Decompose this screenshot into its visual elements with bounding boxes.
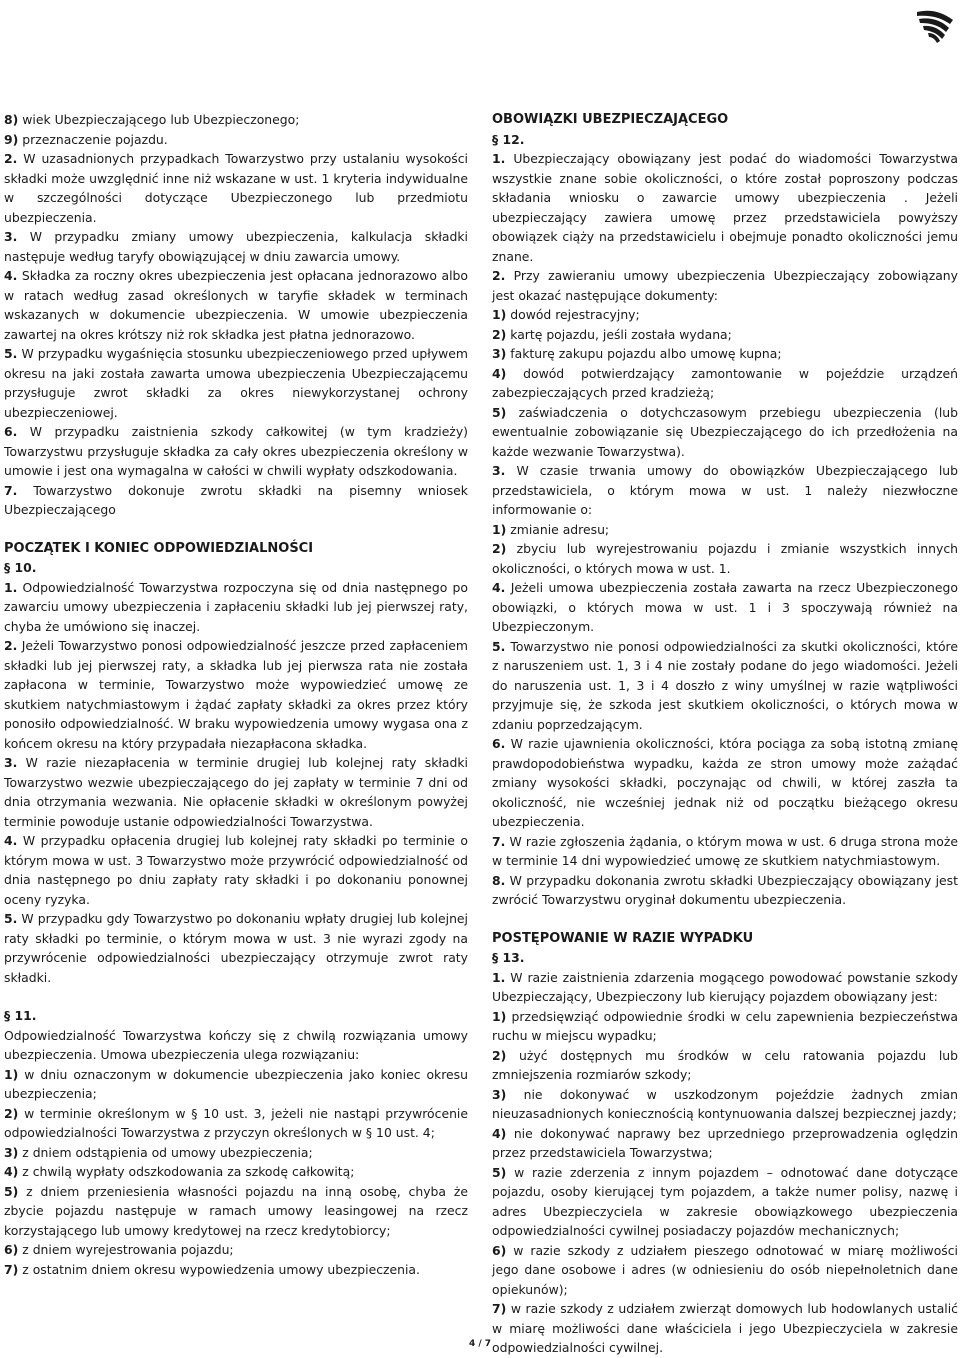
- clause: [492, 1163, 958, 1241]
- clause: [492, 266, 958, 305]
- clause-text: Składka za roczny okres ubezpieczenia jest opłacana jednorazowo albo w ratach według zasad określonych w taryfie składek w terminach wskazanych w dokumencie ubezpieczenia. W umowie ubezpieczenia zawartej na okres krótszy niż rok składka jest płatna jednorazowo.: [4, 268, 468, 342]
- clause-number: 4.: [4, 833, 18, 848]
- clause-number: 2.: [492, 268, 506, 283]
- clause-number: 5): [4, 1183, 19, 1199]
- left-column: [4, 110, 468, 1279]
- clause-text: z ostatnim dniem okresu wypowiedzenia umowy ubezpieczenia.: [22, 1261, 420, 1277]
- clause-number: 7.: [4, 482, 18, 498]
- clause-number: 4): [492, 365, 507, 381]
- clause-number: 2.: [4, 638, 18, 653]
- clause-number: 3): [492, 346, 507, 361]
- clause-text: zmianie adresu;: [510, 521, 610, 537]
- clause-text: W czasie trwania umowy do obowiązków Ubezpieczającego lub przedstawiciela, o którym mowa w ust. 1 należy niezwłoczne informowanie o:: [492, 463, 958, 517]
- clause: [4, 831, 468, 909]
- clause-text: W razie ujawnienia okoliczności, która pociąga za sobą istotną zmianę prawdopodobieństwa wypadku, każda ze stron umowy może zażądać zmiany wysokości składki, poczynając od chwili, w której zaszła ta okoliczność, nie wcześniej jednak niż od początku bieżącego okresu ubezpieczenia.: [492, 736, 958, 829]
- clause: [4, 636, 468, 753]
- spacer: [4, 520, 468, 539]
- clause: [492, 871, 958, 910]
- clause-number: 6): [4, 1242, 19, 1257]
- clause-number: 1.: [492, 151, 506, 166]
- clause-number: 8): [4, 112, 19, 127]
- clause: [492, 403, 958, 462]
- spacer: [4, 987, 468, 1006]
- clause: [4, 1104, 468, 1143]
- clause-text: wiek Ubezpieczającego lub Ubezpieczonego;: [22, 112, 300, 127]
- clause-text: z dniem odstąpienia od umowy ubezpieczenia;: [22, 1144, 313, 1160]
- clause-text: Towarzystwo nie ponosi odpowiedzialności za skutki okoliczności, które z naruszeniem ust. 1, 3 i 4 nie zostały podane do jego wiadomości. Jeżeli do naruszenia ust. 1, 3 i 4 doszło z winy umyślnej w razie wątpliwości przyjmuje się, że szkoda jest skutkiem okoliczności, o których mowa w zdaniu poprzedzającym.: [492, 638, 958, 732]
- clause-number: 3.: [492, 463, 506, 478]
- section-heading: OBOWIĄZKI UBEZPIECZAJĄCEGO: [492, 112, 729, 127]
- clause-number: 3): [4, 1144, 19, 1160]
- clause: [4, 481, 468, 520]
- clause-number: 9): [4, 131, 19, 147]
- clause: [4, 1240, 468, 1260]
- clause-text: Jeżeli umowa ubezpieczenia została zawarta na rzecz Ubezpieczonego obowiązki, o których mowa w ust. 1 i 3 spoczywają również na Ubezpieczonym.: [492, 580, 958, 634]
- clause-number: 2): [492, 541, 507, 556]
- clause-text: W przypadku zmiany umowy ubezpieczenia, kalkulacja składki następuje według taryfy obowiązującej w dniu zawarcia umowy.: [4, 229, 468, 264]
- clause-number: 3.: [4, 229, 18, 244]
- clause-number: 2): [492, 326, 507, 342]
- clause-number: 7.: [492, 833, 506, 849]
- clause: [4, 130, 468, 150]
- clause-number: 1): [492, 1008, 507, 1024]
- clause-number: 6): [492, 1242, 507, 1258]
- clause: [492, 1085, 958, 1124]
- clause-text: Odpowiedzialność Towarzystwa kończy się z chwilą rozwiązania umowy ubezpieczenia. Umowa ubezpieczenia ulega rozwiązaniu:: [4, 1027, 468, 1062]
- clause-number: 2): [4, 1105, 19, 1121]
- clause-text: W przypadku opłacenia drugiej lub kolejnej raty składki po terminie o którym mowa w ust. 3 Towarzystwo może przywrócić odpowiedzialność od dnia następnego po dniu zapłaty raty składki i po dokonaniu ponownej oceny ryzyka.: [4, 833, 468, 907]
- clause-text: nie dokonywać w uszkodzonym pojeździe żadnych zmian nieuzasadnionych koniecznością kontynuowania dalszej bezpiecznej jazdy;: [492, 1086, 958, 1121]
- clause-text: W przypadku gdy Towarzystwo po dokonaniu wpłaty drugiej lub kolejnej raty składki po terminie, o którym mowa w ust. 3 nie wyrazi zgody na przywrócenie odpowiedzialności ubezpieczający otrzymuje zwrot raty składki.: [4, 911, 468, 985]
- clause-text: Jeżeli Towarzystwo ponosi odpowiedzialność jeszcze przed zapłaceniem składki lub jej pierwszej raty, a składka lub jej pierwsza rata nie została zapłacona w terminie, Towarzystwo może wypowiedzieć umowę ze skutkiem natychmiastowym i żądać zapłaty składki za okres przez który ponosiło odpowiedzialność. W braku wypowiedzenia umowy wygasa ona z końcem okresu na który przypadała niezapłacona składka.: [4, 638, 468, 751]
- clause: [4, 1026, 468, 1065]
- clause: [4, 422, 468, 481]
- clause: [492, 1007, 958, 1046]
- clause: [492, 734, 958, 832]
- clause-text: dowód potwierdzający zamontowanie w pojeździe urządzeń zabezpieczających przed kradzieżą;: [492, 365, 958, 400]
- clause-text: z dniem wyrejestrowania pojazdu;: [22, 1242, 234, 1257]
- clause: [492, 832, 958, 871]
- clause-text: w razie szkody z udziałem pieszego odnotować w miarę możliwości jego dane osobowe i adres (w odniesieniu do osób niepełnoletnich dane opiekunów);: [492, 1242, 958, 1297]
- clause-number: 7): [4, 1261, 19, 1277]
- clause-text: dowód rejestracyjny;: [510, 307, 640, 322]
- clause-text: W przypadku zaistnienia szkody całkowitej (w tym kradzieży) Towarzystwu przysługuje składka za cały okres ubezpieczenia określony w umowie i jest ona wymagalna w całości w chwili wypłaty odszkodowania.: [4, 424, 468, 478]
- clause-number: 1.: [4, 579, 18, 595]
- clause-number: 4): [492, 1125, 507, 1141]
- clause: [4, 909, 468, 987]
- clause-text: zbyciu lub wyrejestrowaniu pojazdu i zmianie wszystkich innych okoliczności, o których mowa w ust. 1.: [492, 541, 958, 576]
- clause-text: fakturę zakupu pojazdu albo umowę kupna;: [510, 346, 782, 361]
- clause-text: Towarzystwo dokonuje zwrotu składki na pisemny wniosek Ubezpieczającego: [4, 482, 468, 517]
- clause: [492, 344, 958, 364]
- clause-number: 6.: [4, 424, 18, 439]
- clause: [4, 1162, 468, 1182]
- paragraph-number: § 12.: [492, 131, 525, 147]
- clause: [4, 344, 468, 422]
- clause-text: w razie zderzenia z innym pojazdem – odnotować dane dotyczące pojazdu, osoby kierującej tym pojazdem, a także numer polisy, nazwę i adres Ubezpieczyciela w zakresie obowiązkowego ubezpieczenia odpowiedzialności cywilnej posiadaczy pojazdów mechanicznych;: [492, 1164, 958, 1238]
- clause: [492, 364, 958, 403]
- clause: [4, 266, 468, 344]
- clause-number: 2.: [4, 151, 18, 166]
- clause-number: 1): [4, 1066, 19, 1082]
- clause-number: 1): [492, 521, 507, 537]
- clause: [4, 753, 468, 831]
- clause-text: w dniu oznaczonym w dokumencie ubezpieczenia jako koniec okresu ubezpieczenia;: [4, 1066, 468, 1101]
- clause-number: 2): [492, 1047, 507, 1063]
- clause: [492, 637, 958, 735]
- clause: [4, 149, 468, 227]
- clause-text: Przy zawieraniu umowy ubezpieczenia Ubezpieczający zobowiązany jest okazać następujące dokumenty:: [492, 268, 958, 303]
- paragraph-number: § 10.: [4, 560, 37, 575]
- clause-text: W razie zgłoszenia żądania, o którym mowa w ust. 6 druga strona może w terminie 14 dni wypowiedzieć umowę ze skutkiem natychmiastowym.: [492, 833, 958, 868]
- clause-text: nie dokonywać naprawy bez uprzedniego przeprowadzenia oględzin przez przedstawiciela Towarzystwa;: [492, 1125, 958, 1160]
- clause: [492, 578, 958, 637]
- clause: [492, 325, 958, 345]
- clause-text: W uzasadnionych przypadkach Towarzystwo przy ustalaniu wysokości składki może uwzględnić inne niż wskazane w ust. 1 kryteria indywidualne w szczególności dotyczące Ubezpieczonego lub przedmiotu ubezpieczenia.: [4, 151, 468, 225]
- clause-number: 5.: [4, 346, 18, 361]
- clause-text: W razie zaistnienia zdarzenia mogącego powodować powstanie szkody Ubezpieczający, Ubezpieczony lub kierujący pojazdem obowiązany jest:: [492, 969, 958, 1004]
- clause-number: 5): [492, 404, 507, 420]
- right-column: [492, 110, 958, 1358]
- section-heading: POSTĘPOWANIE W RAZIE WYPADKU: [492, 930, 754, 946]
- clause-text: kartę pojazdu, jeśli została wydana;: [510, 326, 732, 342]
- clause: [492, 968, 958, 1007]
- clause-number: 3.: [4, 755, 18, 770]
- clause-text: przeznaczenie pojazdu.: [22, 131, 168, 147]
- paragraph-number: § 11.: [4, 1008, 37, 1023]
- clause: [4, 1182, 468, 1241]
- clause-number: 4.: [492, 580, 506, 595]
- clause-number: 1.: [492, 969, 506, 985]
- clause: [492, 520, 958, 540]
- clause-number: 8.: [492, 872, 506, 888]
- clause: [492, 1124, 958, 1163]
- clause: [4, 1143, 468, 1163]
- clause: [492, 461, 958, 520]
- clause-number: 7): [492, 1301, 507, 1316]
- clause-text: z dniem przeniesienia własności pojazdu na inną osobę, chyba że zbycie pojazdu następuje w ramach umowy leasingowej na rzecz korzystającego lub umowy kredytowej na rzecz kredytobiorcy;: [4, 1183, 468, 1238]
- paragraph-number: § 13.: [492, 950, 525, 965]
- clause: [4, 1065, 468, 1104]
- section-heading: POCZĄTEK I KONIEC ODPOWIEDZIALNOŚCI: [4, 540, 314, 556]
- clause: [492, 305, 958, 325]
- spacer: [492, 910, 958, 929]
- clause-number: 5.: [492, 638, 506, 654]
- clause-number: 5): [492, 1164, 507, 1180]
- clause-text: zaświadczenia o dotychczasowym przebiegu ubezpieczenia (lub ewentualnie zobowiązanie się Ubezpieczającego do ich przedłożenia na każde wezwanie Towarzystwa).: [492, 404, 958, 459]
- clause: [4, 227, 468, 266]
- clause-number: 6.: [492, 736, 506, 751]
- clause: [4, 578, 468, 637]
- clause-text: Odpowiedzialność Towarzystwa rozpoczyna się od dnia następnego po zawarciu umowy ubezpieczenia i zapłaceniu składki lub jej pierwszej raty, chyba że umówiono się inaczej.: [4, 579, 468, 634]
- clause-text: Ubezpieczający obowiązany jest podać do wiadomości Towarzystwa wszystkie znane sobie okoliczności, o które został poproszony podczas składania wniosku o zawarcie umowy ubezpieczenia . Jeżeli ubezpieczający zawiera umowę przez przedstawiciela powyższy obowiązek ciąży na przedstawicielu i obejmuje ponadto okoliczności jemu znane.: [492, 151, 958, 264]
- clause: [4, 1260, 468, 1280]
- clause-text: w razie szkody z udziałem zwierząt domowych lub hodowlanych ustalić w miarę możliwości dane właściciela i jego Ubezpieczyciela w zakresie odpowiedzialności cywilnej.: [492, 1301, 958, 1355]
- clause-text: W razie niezapłacenia w terminie drugiej lub kolejnej raty składki Towarzystwo wezwie ubezpieczającego do jej zapłaty w terminie 7 dni od dnia otrzymania wezwania. Nie opłacenie składki w określonym powyżej terminie powoduje ustanie odpowiedzialności Towarzystwa.: [4, 755, 468, 829]
- clause: [492, 149, 958, 266]
- clause-text: użyć dostępnych mu środków w celu ratowania pojazdu lub zmniejszenia rozmiarów szkody;: [492, 1047, 958, 1082]
- clause-number: 3): [492, 1086, 507, 1102]
- clause-text: w terminie określonym w § 10 ust. 3, jeżeli nie nastąpi przywrócenie odpowiedzialności Towarzystwa z przyczyn określonych w § 10 ust. 4;: [4, 1105, 468, 1140]
- clause: [492, 1046, 958, 1085]
- clause: [492, 1241, 958, 1300]
- clause-number: 4.: [4, 268, 18, 283]
- clause-number: 1): [492, 307, 507, 322]
- clause: [492, 539, 958, 578]
- clause-text: W przypadku wygaśnięcia stosunku ubezpieczeniowego przed upływem okresu na jaki została zawarta umowa ubezpieczenia Ubezpieczającemu przysługuje zwrot składki za okres niewykorzystanej ochrony ubezpieczeniowej.: [4, 346, 468, 420]
- clause-text: W przypadku dokonania zwrotu składki Ubezpieczający obowiązany jest zwrócić Towarzystwu oryginał dokumentu ubezpieczenia.: [492, 872, 958, 907]
- clause-number: 5.: [4, 911, 18, 926]
- clause-text: z chwilą wypłaty odszkodowania za szkodę całkowitą;: [22, 1164, 355, 1179]
- insurer-logo: [915, 6, 957, 44]
- clause-number: 4): [4, 1164, 19, 1179]
- clause: [4, 110, 468, 130]
- clause-text: przedsięwziąć odpowiednie środki w celu zapewnienia bezpieczeństwa ruchu w miejscu wypadku;: [492, 1008, 958, 1043]
- page-number: 4 / 7: [468, 1339, 492, 1349]
